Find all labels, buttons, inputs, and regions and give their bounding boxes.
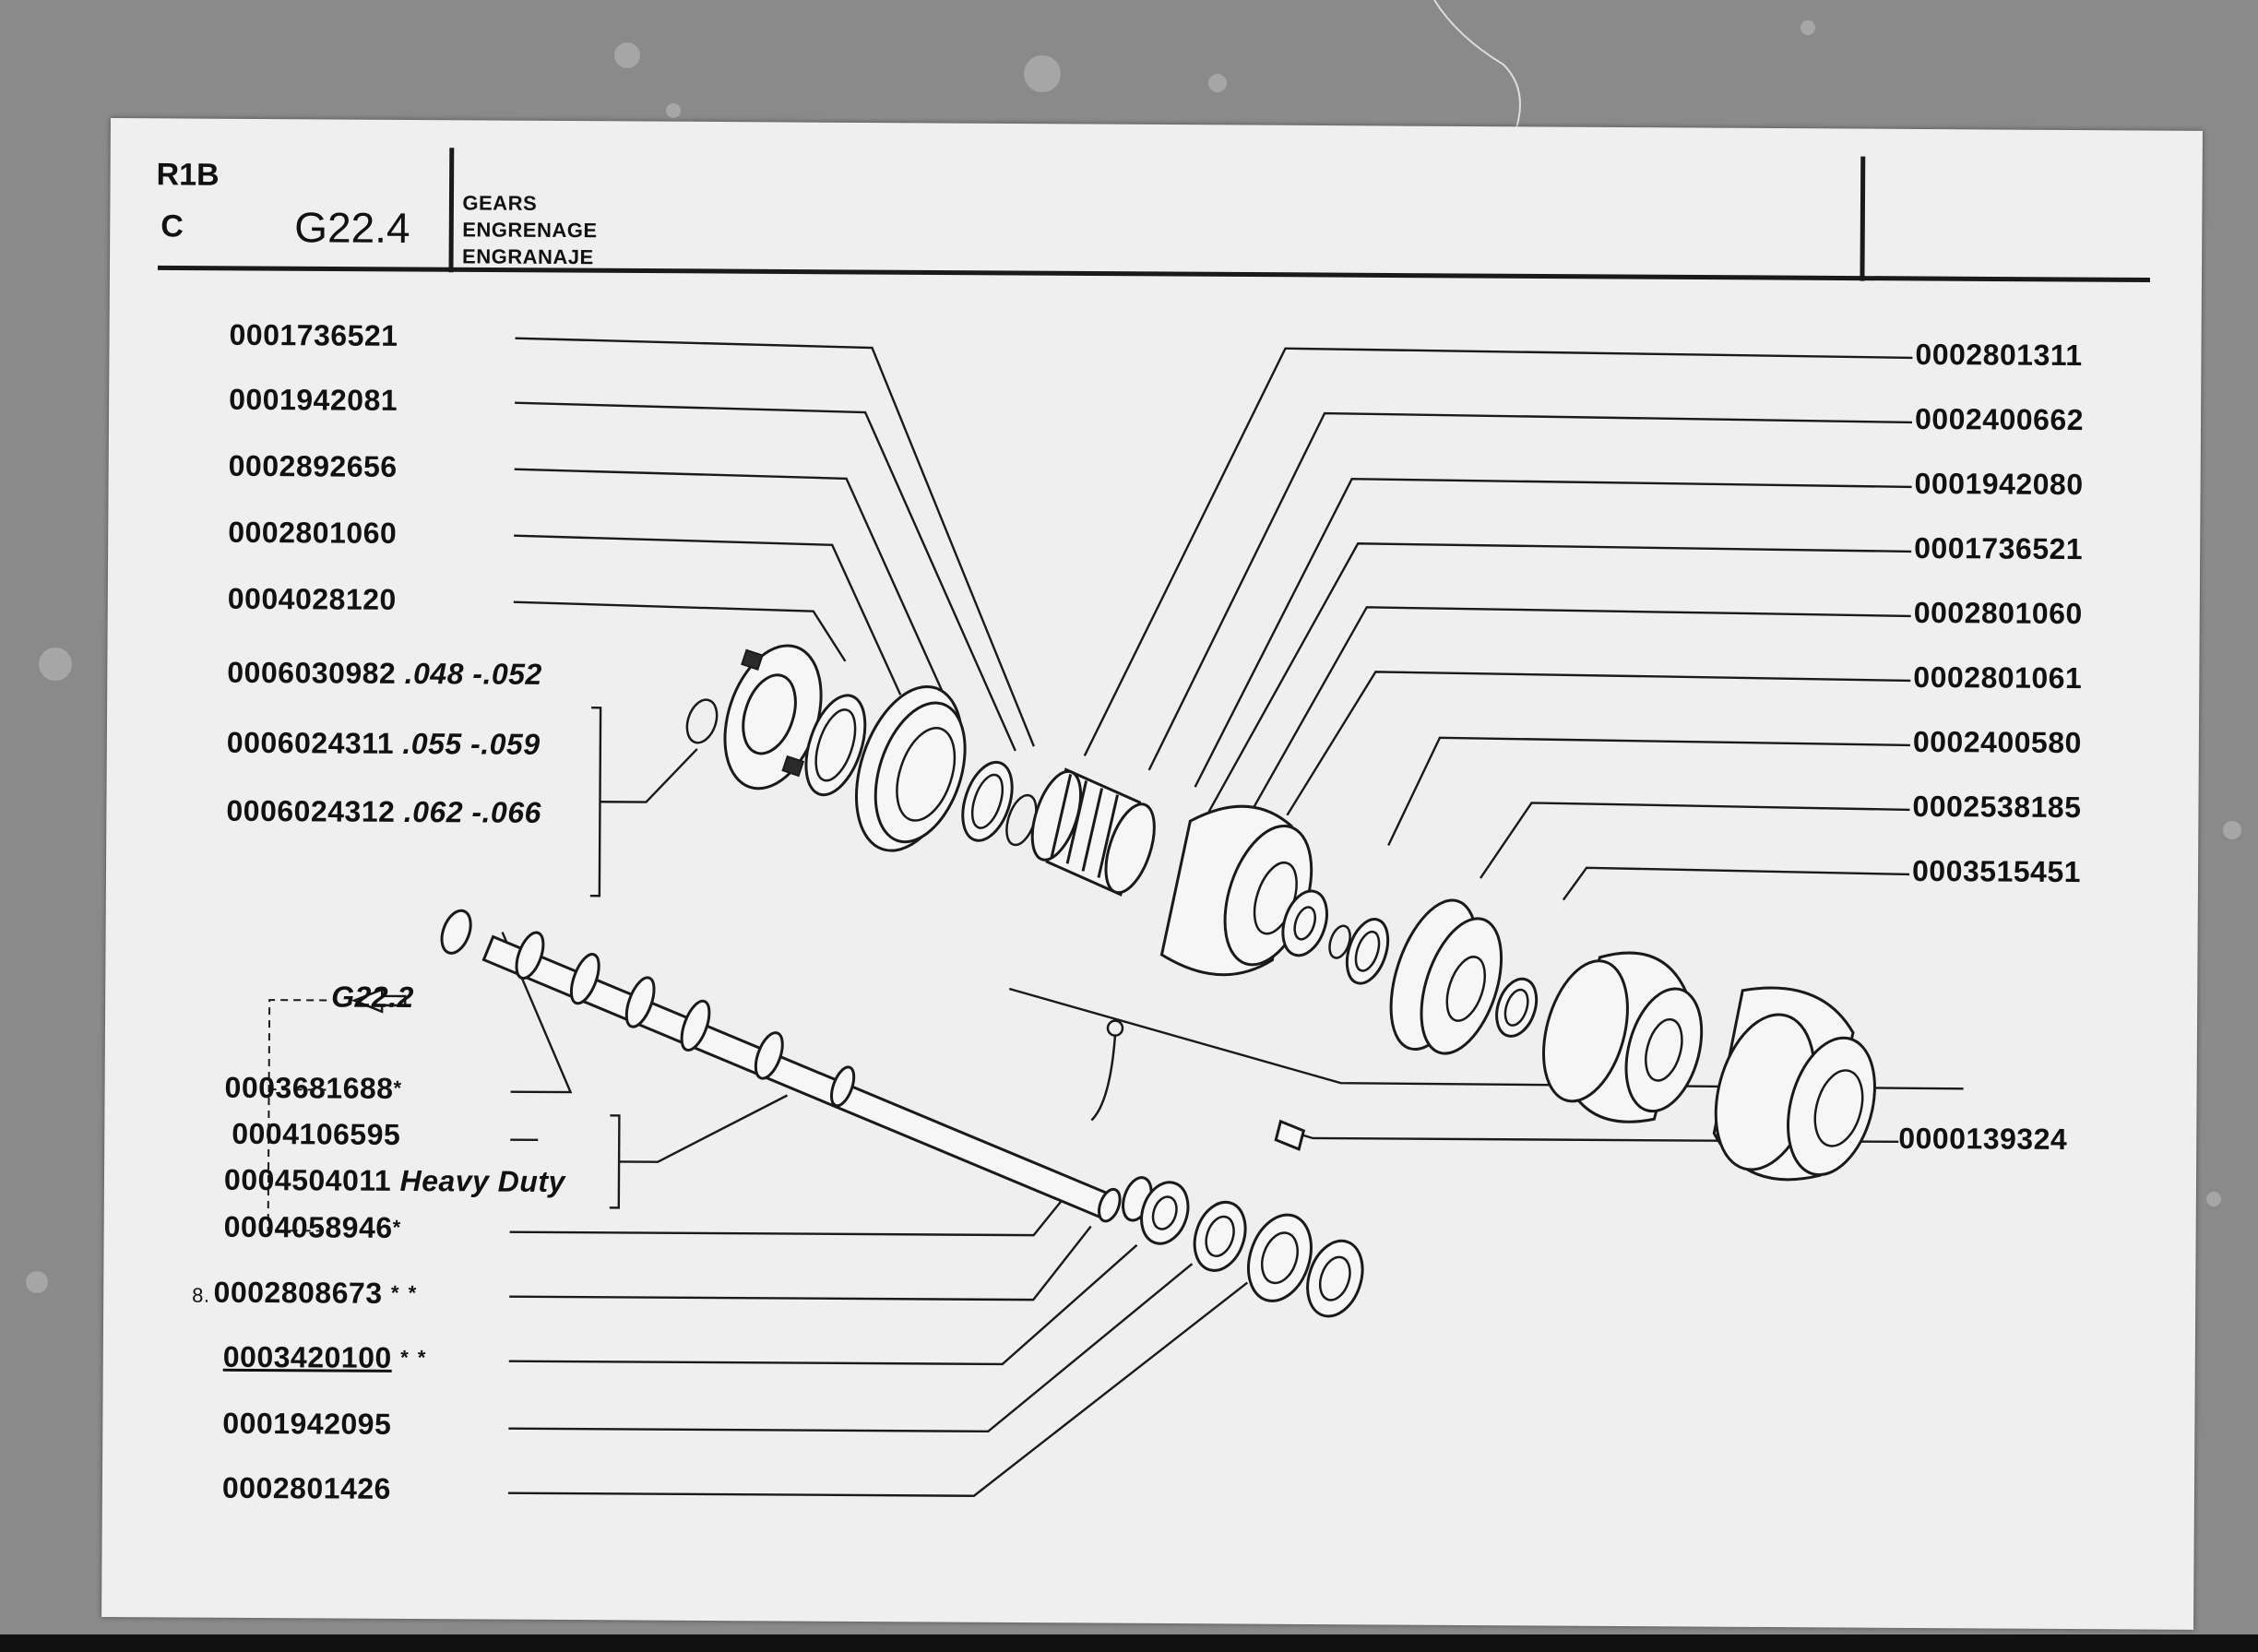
part-code: 0003515451	[1911, 853, 2082, 889]
part-code: 0004028120	[227, 581, 397, 616]
part-label[interactable]	[1898, 1122, 2067, 1157]
exploded-diagram	[101, 118, 2203, 1630]
part-code: 0006024311	[226, 725, 395, 760]
item-number: 8.	[192, 1283, 210, 1307]
header-rule	[158, 267, 2150, 279]
part-note: Heavy Duty	[399, 1163, 565, 1199]
part-code: 0004058946	[223, 1209, 393, 1244]
asterisk-mark: * *	[400, 1345, 428, 1370]
asterisk-mark: * *	[390, 1280, 419, 1305]
shaft-leader	[619, 1094, 787, 1162]
shim-size: .062 -.066	[403, 794, 541, 829]
part-label[interactable]	[222, 1471, 391, 1506]
part-label[interactable]	[222, 1407, 391, 1442]
part-code: 0004504011	[223, 1162, 392, 1197]
part-code: 0002801060	[1913, 595, 2083, 631]
part-code: 0002892656	[228, 448, 398, 483]
part-code: 0002801061	[1913, 660, 2083, 695]
asterisk-mark: *	[393, 1076, 404, 1099]
header-divider-right	[1862, 157, 1863, 281]
part-label[interactable]	[192, 1276, 418, 1311]
part-code: 0002801311	[1915, 337, 2083, 373]
part-label[interactable]	[229, 449, 398, 484]
part-label[interactable]	[1914, 531, 2083, 566]
part-code: 0001942080	[1914, 466, 2084, 502]
part-code: 0002801426	[221, 1470, 392, 1505]
part-code: 0002400662	[1914, 401, 2085, 437]
part-label[interactable]	[1912, 790, 2081, 825]
part-label[interactable]	[1915, 467, 2084, 502]
shim-bracket	[590, 707, 600, 896]
part-label[interactable]	[1915, 338, 2082, 373]
part-code: 0003681688	[224, 1070, 394, 1105]
shim-leader	[600, 748, 696, 802]
part-label[interactable]	[227, 656, 542, 692]
part-label[interactable]	[224, 1210, 403, 1245]
part-label[interactable]	[229, 383, 398, 418]
title-fr: ENGRENAGE	[462, 218, 598, 243]
crossref-link[interactable]	[331, 980, 414, 1015]
part-label[interactable]	[227, 726, 541, 762]
part-label[interactable]	[232, 1117, 400, 1152]
part-code: 0006024312	[226, 793, 396, 828]
title-en: GEARS	[462, 191, 538, 215]
part-label[interactable]	[1913, 725, 2082, 760]
page-ref: G22.4	[294, 203, 410, 252]
part-label[interactable]	[224, 1071, 403, 1106]
part-label[interactable]	[1915, 402, 2084, 437]
part-label[interactable]	[226, 794, 541, 830]
group-code: C	[160, 208, 184, 244]
part-label[interactable]	[223, 1340, 428, 1375]
part-label[interactable]	[228, 582, 397, 617]
part-code: 0002538185	[1912, 789, 2082, 825]
model-code: R1B	[156, 157, 220, 193]
part-code: 0000139324	[1898, 1121, 2068, 1156]
part-code: 0001942095	[222, 1406, 392, 1441]
header-divider	[451, 148, 452, 272]
crossref-label: G22.2	[331, 980, 414, 1015]
part-code: 0002400580	[1912, 724, 2082, 760]
shim-size: .048 -.052	[404, 656, 542, 691]
part-label[interactable]	[1913, 660, 2082, 695]
asterisk-mark: *	[392, 1215, 403, 1239]
title-es: ENGRANAJE	[462, 244, 594, 269]
page-title	[462, 189, 598, 270]
part-label[interactable]	[229, 318, 398, 353]
part-code: 0002808673	[213, 1275, 383, 1310]
shim-size: .055 -.059	[402, 726, 541, 761]
part-code: 0006030982	[227, 655, 397, 690]
left-leaders	[499, 339, 1254, 1498]
part-label[interactable]	[1914, 596, 2083, 631]
part-label[interactable]	[224, 1163, 565, 1199]
shaft-bracket	[610, 1115, 620, 1207]
part-label[interactable]	[1912, 854, 2081, 889]
part-code: 0003420100	[222, 1339, 392, 1374]
parts-sheet	[101, 118, 2203, 1630]
part-code: 0001736521	[1914, 530, 2084, 566]
part-label[interactable]	[228, 516, 397, 551]
part-code: 0004106595	[232, 1116, 401, 1151]
part-code: 0002801060	[228, 515, 398, 550]
part-code: 0001942081	[229, 382, 398, 417]
part-code: 0001736521	[229, 317, 398, 352]
